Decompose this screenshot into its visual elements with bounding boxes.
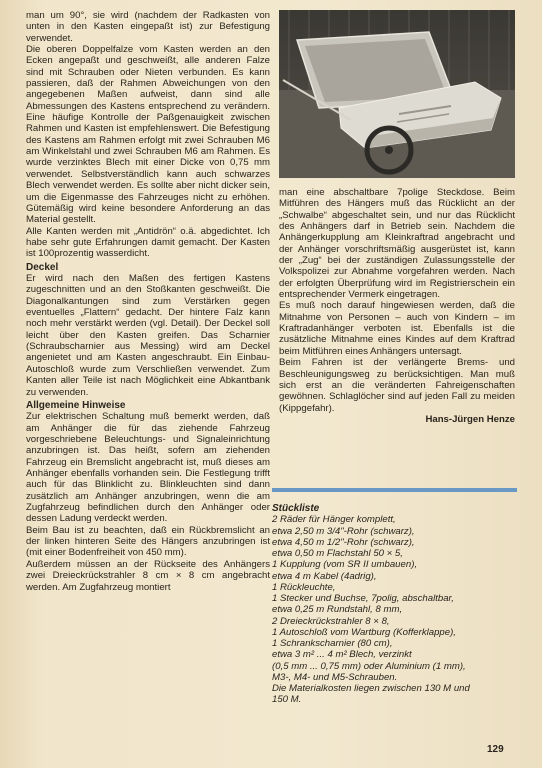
parts-list-item: 1 Stecker und Buchse, 7polig, abschaltbar,: [272, 593, 454, 604]
parts-list-item: etwa 0,50 m Flachstahl 50 × 5,: [272, 548, 403, 559]
paragraph: Außerdem müssen an der Rückseite des Anhängers zwei Dreieckrückstrahler 8 cm × 8 cm angebracht werden. Am Zugfahrzeug montiert: [26, 558, 270, 593]
trailer-photo: [279, 10, 515, 178]
parts-list-item: 2 Dreieckrückstrahler 8 × 8,: [272, 615, 390, 627]
parts-list-item: 1 Rückleuchte,: [272, 581, 336, 593]
left-column: [26, 10, 270, 593]
author-name: Hans-Jürgen Henze: [425, 413, 515, 425]
paragraph: Er wird nach den Maßen des fertigen Kastens zugeschnitten und an den Stoßkanten geschweißt. Die Diagonalkantungen sind zum Verstärken gegen eventuelles „Flattern“ gedacht. Der hintere Falz kann noch mehr verstärkt werden (vgl. Detail). Der Deckel soll leicht über den Kasten greifen. Das Scharnier (Schraubscharnier aus Messing) wird am Deckel angenietet und am Kasten angeschraubt. Ein Einbau-Autoschloß wurde zum Verschließen verwendet. Zum Kanten aller Teile ist nach Möglichkeit eine Abkantbank zu verwenden.: [26, 273, 270, 398]
parts-list-item: 150 M.: [272, 694, 302, 706]
parts-list-item: etwa 0,25 m Rundstahl, 8 mm,: [272, 604, 403, 616]
parts-list-items: [272, 514, 517, 705]
parts-list-item: M3-, M4- und M5-Schrauben.: [272, 671, 398, 683]
parts-list-item: etwa 4,50 m 1/2"-Rohr (schwarz),: [272, 536, 415, 548]
paragraph: man eine abschaltbare 7polige Steckdose. Beim Mitführen des Hängers muß das Rücklicht an der „Schwalbe“ abgeschaltet sein, und nur das Rücklicht des Anhängers darf in Betrieb sein. Nachdem die Anhängerkupplung am Kleinkraftrad angebracht und der Anhänger vorschriftsmäßig ausgerüstet ist, kann der „Zug“ bei der zuständigen Zulassungsstelle der Volkspolizei zur Abnahme vorgefahren werden. Nach der erfolgten Überprüfung wird im Registrierschein ein entsprechender Vermerk eingetragen.: [279, 187, 515, 301]
parts-list-item: 2 Räder für Hänger komplett,: [272, 514, 396, 526]
section-heading-hinweise: Allgemeine Hinweise: [26, 399, 126, 411]
right-column: [279, 187, 515, 425]
paragraph: Zur elektrischen Schaltung muß bemerkt werden, daß am Anhänger die für das ziehende Fahrzeug vorgeschriebene Beleuchtungs- und Signaleinrichtung anzubringen ist. Das heißt, sofern am ziehenden Fahrzeug ein Bremslicht angebracht ist, muß dieses am Anhänger ebenfalls vorhanden sein. Die Festlegung trifft auch für das Blinklicht zu. Blinkleuchten sind dann zusätzlich am Anhänger anzubringen, wenn die am Zugfahrzeug befindlichen durch den Anhänger oder dessen Ladung verdeckt werden.: [26, 411, 270, 525]
parts-list-item: (0,5 mm ... 0,75 mm) oder Aluminium (1 mm),: [272, 660, 466, 672]
section-heading-deckel: Deckel: [26, 261, 59, 273]
parts-list-item: 1 Autoschloß vom Wartburg (Kofferklappe),: [272, 626, 456, 638]
parts-list-item: etwa 3 m² ... 4 m² Blech, verzinkt: [272, 649, 412, 661]
parts-list-title: Stückliste: [272, 503, 320, 514]
parts-list: [272, 503, 517, 706]
parts-list-divider: [272, 488, 517, 492]
paragraph: Beim Bau ist zu beachten, daß ein Rückbremslicht an der linken hinteren Seite des Hängers anzubringen ist (mit einer Bodenfreiheit von 450 mm).: [26, 524, 270, 559]
paragraph: Die oberen Doppelfalze vom Kasten werden an den Ecken angepaßt und geschweißt, alle anderen Falze sind mit Schrauben oder Nieten verbunden. Es kann passieren, daß der Rahmen Abweichungen von den angegebenen Maßen aufweist, dann sind alle Abmessungen des Kastens entsprechend zu verändern. Eine häufige Kontrolle der Paßgenauigkeit zwischen Rahmen und Kasten ist empfehlenswert. Die Befestigung des Kastens am Rahmen erfolgt mit zwei Schrauben M6 am Winkelstahl und zwei Schrauben M6 am Rahmen. Es wurde verzinktes Blech mit einer Dicke von 0,75 mm verwendet. Selbstverständlich kann auch schwarzes Blech verwendet werden. Es sollte aber nicht dicker sein, um die Eigenmasse des Fahrzeuges nicht zu erhöhen. Gütemäßig wird keine besondere Anforderung an das Material gestellt.: [26, 44, 270, 226]
parts-list-item: etwa 4 m Kabel (4adrig),: [272, 570, 377, 582]
paragraph: man um 90°, sie wird (nachdem der Radkasten von unten in den Kasten eingepaßt ist) zur Befestigung verwendet.: [26, 10, 270, 44]
paragraph: Beim Fahren ist der verlängerte Brems- und Beschleunigungsweg zu berücksichtigen. Man muß sich erst an die veränderten Fahreigenschaften gewöhnen. Schlaglöcher sind auf jeden Fall zu meiden (Kippgefahr).: [279, 357, 515, 414]
parts-list-item: 1 Kupplung (vom SR II umbauen),: [272, 559, 418, 571]
paragraph: Alle Kanten werden mit „Antidrön“ o.ä. abgedichtet. Ich habe sehr gute Erfahrungen damit gemacht. Der Kasten ist 100prozentig wasserdicht.: [26, 225, 270, 260]
paragraph: Es muß noch darauf hingewiesen werden, daß die Mitnahme von Personen – auch von Kindern – im Kraftradanhänger verboten ist. Ebenfalls ist die zusätzliche Mitnahme eines Kindes auf dem Kraftrad beim Mitführen eines Anhängers untersagt.: [279, 300, 515, 357]
page-number: 129: [487, 744, 504, 755]
parts-list-item: Die Materialkosten liegen zwischen 130 M und: [272, 683, 470, 694]
trailer-photo-image: [279, 10, 515, 178]
parts-list-item: 1 Schrankscharnier (80 cm),: [272, 638, 393, 649]
parts-list-item: etwa 2,50 m 3/4"-Rohr (schwarz),: [272, 525, 415, 537]
